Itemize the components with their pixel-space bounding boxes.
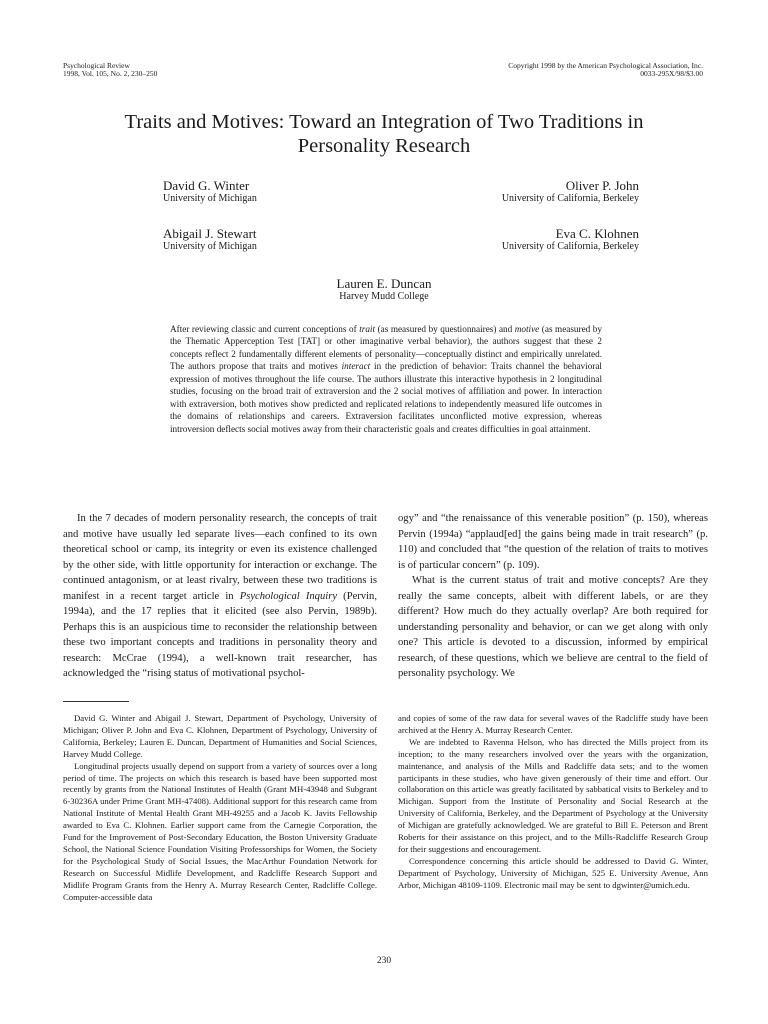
funding-note: Longitudinal projects usually depend on support from a variety of sources over a long period of time. The projects on which this research is based have been supported most recently by grants from the National Institutes of Health (Grant MH-43948 and Subgrant 6-30236A under Prime Grant MH-47408). Additional support for this research came from National Institute of Mental Health Grant MH-49255 and a Jacob K. Javits Fellowship awarded to Eva C. Klohnen. Earlier support came from the Carnegie Corporation, the Fund for the Improvement of Post-Secondary Education, the Boston University Graduate School, the National Science Foundation Visiting Professorships for Women, the Society for the Psychological Study of Social Issues, the MacArthur Foundation Network for Research on Successful Midlife Development, and Radcliffe Research Support and Midlife Program Grants from the Henry A. Murray Research Center, Radcliffe College. Computer-accessible data — [63, 760, 377, 902]
journal-volume: 1998, Vol. 105, No. 2, 230–250 — [63, 69, 158, 78]
footnote-column-right — [398, 713, 708, 892]
author-affiliation: Harvey Mudd College — [339, 291, 429, 302]
author-affiliation: University of Michigan — [163, 241, 257, 252]
journal-name: Psychological Review — [63, 61, 130, 70]
author-block — [0, 277, 768, 303]
author-note: David G. Winter and Abigail J. Stewart, Department of Psychology, University of Michigan; Oliver P. John and Eva C. Klohnen, Department of Psychology, University of California, Berkeley; Lauren E. Duncan, Department of Humanities and Social Sciences, Harvey Mudd College. — [63, 713, 377, 759]
author-name: Lauren E. Duncan — [336, 276, 432, 291]
journal-citation: Psychological Inquiry — [239, 590, 338, 602]
author-name: Eva C. Klohnen — [555, 226, 639, 241]
author-name: Abigail J. Stewart — [163, 226, 257, 241]
author-affiliation: University of California, Berkeley — [501, 241, 639, 252]
body-paragraph: What is the current status of trait and motive concepts? Are they really the same concepts, albeit with different labels, or are they different? How much do they actually overlap? Are both required for understanding personality and behavior, or can we get along with only one? This article is devoted to a discussion, informed by empirical research, of these questions, which we believe are central to the field of personality psychology. We — [398, 575, 708, 679]
issn-code: 0033-295X/98/$3.00 — [640, 69, 703, 78]
author-block — [163, 179, 257, 205]
journal-header — [63, 62, 157, 78]
abstract-text: After reviewing classic and current conceptions of trait (as measured by questionnaires) and motive (as measured by the Thematic Apperception Test [TAT] or other imaginative verbal behavior), the authors suggest that these 2 concepts reflect 2 fundamentally different elements of personality—conceptually distinct and empirically unrelated. The authors propose that traits and motives interact in the prediction of behavior: Traits channel the behavioral expression of motives throughout the life course. The authors illustrate this interactive hypothesis in 2 longitudinal studies, focusing on the broad trait of extraversion and the 2 social motives of affiliation and power. In interaction with extraversion, both motives show predicted and replicated relations to independently measured life outcomes in the domains of relationships and careers. Extraversion facilitates unconflicted motive expression, whereas introversion deflects social motives away from their characteristic goals and creates difficulties in goal attainment. — [170, 324, 602, 434]
author-affiliation: University of California, Berkeley — [501, 193, 639, 204]
author-block — [502, 179, 639, 205]
abstract-term-interact: interact — [341, 361, 371, 372]
body-column-right — [398, 511, 708, 682]
footnote-column-left — [63, 713, 377, 904]
correspondence-note: Correspondence concerning this article should be addressed to David G. Winter, Department of Psychology, University of Michigan, 525 E. University Avenue, Ann Arbor, Michigan 48109-1109. Electronic mail may be sent to dgwinter@umich.edu. — [398, 855, 708, 890]
body-paragraph: In the 7 decades of modern personality research, the concepts of trait and motive have usually led separate lives—each confined to its own theoretical school or camp, its integrity or even its existence challenged by the other side, with little opportunity for interaction or exchange. The continued antagonism, or at least rivalry, between these two traditions is manifest in a recent target article in Psychological Inquiry (Pervin, 1994a), and the 17 replies that it elicited (see also Pervin, 1989b). Perhaps this is an auspicious time to reconsider the relationship between these two important concepts and traditions in personality theory and research: McCrae (1994), a well-known trait researcher, has acknowledged the “rising status of motivational psychol- — [63, 513, 377, 679]
author-block — [502, 227, 639, 253]
archive-note: and copies of some of the raw data for several waves of the Radcliffe study have been archived at the Henry A. Murray Research Center. — [398, 713, 708, 735]
article-title — [60, 110, 708, 158]
abstract — [170, 323, 602, 435]
author-name: David G. Winter — [163, 178, 250, 193]
acknowledgment-note: We are indebted to Ravenna Helson, who has directed the Mills project from its inception; to the many researchers involved over the years with the organization, maintenance, and analysis of the Mills and Radcliffe data sets; and to the women participants in these studies, who have given generously of their time and effort. Our collaboration on this article was greatly facilitated by sabbatical visits to Berkeley and to Michigan. Support from the Institute of Personality and Social Research at the University of California, Berkeley, and the Department of Psychology at the University of Michigan are gratefully acknowledged. We are grateful to Bill E. Peterson and Brent Roberts for their assistance on this project, and to the Mills-Radcliffe Research Group for their suggestions and encouragement. — [398, 736, 708, 854]
page-number: 230 — [376, 956, 392, 966]
author-affiliation: University of Michigan — [163, 193, 257, 204]
author-block — [163, 227, 257, 253]
abstract-term-trait: trait — [359, 324, 376, 334]
body-paragraph: ogy” and “the renaissance of this venerable position” (p. 150), whereas Pervin (1994a) “applaud[ed] the gains being made in trait research” (p. 110) and concluded that “the question of the relation of traits to motives is of particular concern” (p. 109). — [398, 513, 708, 571]
body-column-left — [63, 511, 377, 682]
footnote-divider — [63, 701, 129, 702]
title-line-2: Personality Research — [297, 135, 471, 157]
author-name: Oliver P. John — [565, 178, 639, 193]
abstract-term-motive: motive — [514, 324, 540, 334]
copyright-notice: Copyright 1998 by the American Psychological Association, Inc. — [508, 61, 703, 70]
title-line-1: Traits and Motives: Toward an Integration of Two Traditions in — [124, 111, 644, 133]
copyright-header — [508, 62, 703, 78]
